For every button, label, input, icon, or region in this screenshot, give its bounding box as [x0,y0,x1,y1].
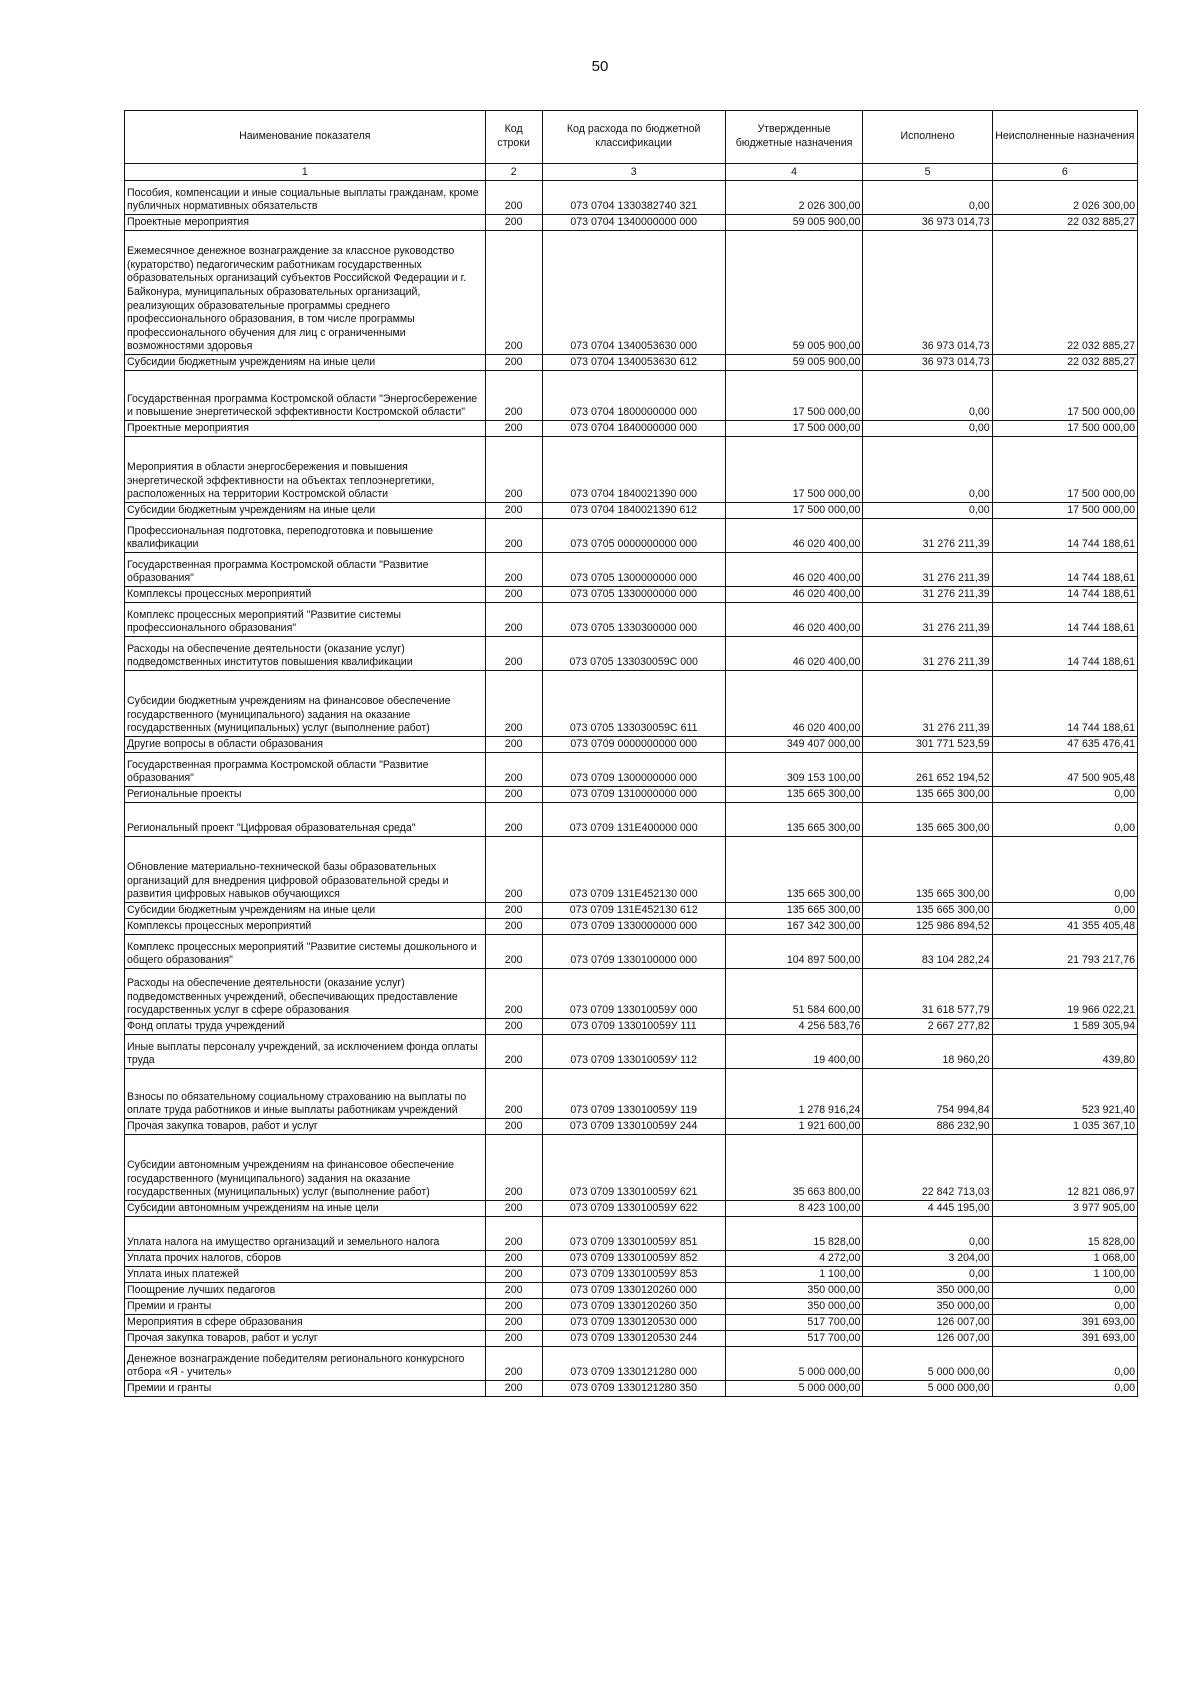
approved-amount: 59 005 900,00 [725,215,863,231]
table-row [125,753,1138,787]
column-number: 4 [725,164,863,181]
unexecuted-amount: 523 921,40 [992,1069,1137,1119]
unexecuted-amount: 19 966 022,21 [992,969,1137,1019]
budget-code: 073 0709 133010059У 853 [542,1267,725,1283]
executed-amount: 31 276 211,39 [863,637,992,671]
line-code: 200 [485,1299,542,1315]
approved-amount: 35 663 800,00 [725,1135,863,1201]
executed-amount: 754 994,84 [863,1069,992,1119]
approved-amount: 350 000,00 [725,1283,863,1299]
line-code: 200 [485,787,542,803]
indicator-name: Поощрение лучших педагогов [125,1283,486,1299]
line-code: 200 [485,1019,542,1035]
indicator-name: Региональный проект "Цифровая образовательная среда" [125,803,486,837]
executed-amount: 5 000 000,00 [863,1347,992,1381]
budget-code: 073 0709 1300000000 000 [542,753,725,787]
approved-amount: 46 020 400,00 [725,519,863,553]
executed-amount: 0,00 [863,1267,992,1283]
approved-amount: 309 153 100,00 [725,753,863,787]
budget-code: 073 0705 1330300000 000 [542,603,725,637]
executed-amount: 125 986 894,52 [863,919,992,935]
line-code: 200 [485,1217,542,1251]
unexecuted-amount: 17 500 000,00 [992,371,1137,421]
unexecuted-amount: 21 793 217,76 [992,935,1137,969]
indicator-name: Комплекс процессных мероприятий "Развитие системы дошкольного и общего образования" [125,935,486,969]
indicator-name: Премии и гранты [125,1299,486,1315]
executed-amount: 36 973 014,73 [863,231,992,355]
executed-amount: 350 000,00 [863,1299,992,1315]
budget-code: 073 0709 1330120260 000 [542,1283,725,1299]
line-code: 200 [485,587,542,603]
line-code: 200 [485,969,542,1019]
budget-code: 073 0705 133030059С 000 [542,637,725,671]
table-row [125,1299,1138,1315]
indicator-name: Региональные проекты [125,787,486,803]
approved-amount: 350 000,00 [725,1299,863,1315]
line-code: 200 [485,935,542,969]
table-row [125,587,1138,603]
unexecuted-amount: 17 500 000,00 [992,503,1137,519]
approved-amount: 5 000 000,00 [725,1347,863,1381]
budget-code: 073 0709 1330120530 244 [542,1331,725,1347]
approved-amount: 135 665 300,00 [725,787,863,803]
indicator-name: Государственная программа Костромской области "Развитие образования" [125,753,486,787]
unexecuted-amount: 14 744 188,61 [992,519,1137,553]
indicator-name: Государственная программа Костромской области "Развитие образования" [125,553,486,587]
executed-amount: 4 445 195,00 [863,1201,992,1217]
approved-amount: 19 400,00 [725,1035,863,1069]
table-row [125,919,1138,935]
table-row [125,1119,1138,1135]
budget-code: 073 0709 133010059У 112 [542,1035,725,1069]
budget-code: 073 0704 1330382740 321 [542,181,725,215]
indicator-name: Прочая закупка товаров, работ и услуг [125,1119,486,1135]
unexecuted-amount: 0,00 [992,1381,1137,1397]
unexecuted-amount: 15 828,00 [992,1217,1137,1251]
executed-amount: 126 007,00 [863,1331,992,1347]
table-row [125,553,1138,587]
table-row [125,803,1138,837]
executed-amount: 135 665 300,00 [863,803,992,837]
line-code: 200 [485,519,542,553]
budget-code: 073 0704 1840021390 612 [542,503,725,519]
unexecuted-amount: 1 100,00 [992,1267,1137,1283]
table-row [125,1347,1138,1381]
unexecuted-amount: 17 500 000,00 [992,437,1137,503]
budget-code: 073 0709 133010059У 000 [542,969,725,1019]
line-code: 200 [485,753,542,787]
unexecuted-amount: 22 032 885,27 [992,355,1137,371]
unexecuted-amount: 14 744 188,61 [992,587,1137,603]
line-code: 200 [485,1267,542,1283]
column-number: 3 [542,164,725,181]
unexecuted-amount: 22 032 885,27 [992,215,1137,231]
approved-amount: 167 342 300,00 [725,919,863,935]
indicator-name: Субсидии бюджетным учреждениям на иные цели [125,355,486,371]
table-row [125,231,1138,355]
executed-amount: 350 000,00 [863,1283,992,1299]
budget-code: 073 0709 1330120530 000 [542,1315,725,1331]
approved-amount: 46 020 400,00 [725,587,863,603]
budget-code: 073 0709 1330121280 350 [542,1381,725,1397]
budget-code: 073 0704 1840000000 000 [542,421,725,437]
table-row [125,519,1138,553]
executed-amount: 3 204,00 [863,1251,992,1267]
unexecuted-amount: 47 635 476,41 [992,737,1137,753]
page-number: 50 [591,58,609,75]
header-budget-code: Код расхода по бюджетной классификации [542,111,725,164]
line-code: 200 [485,215,542,231]
line-code: 200 [485,837,542,903]
budget-code: 073 0704 1800000000 000 [542,371,725,421]
table-row [125,1069,1138,1119]
line-code: 200 [485,437,542,503]
approved-amount: 135 665 300,00 [725,837,863,903]
indicator-name: Проектные мероприятия [125,215,486,231]
executed-amount: 0,00 [863,421,992,437]
indicator-name: Комплексы процессных мероприятий [125,919,486,935]
unexecuted-amount: 0,00 [992,1283,1137,1299]
executed-amount: 2 667 277,82 [863,1019,992,1035]
table-row [125,1019,1138,1035]
table-row [125,1035,1138,1069]
line-code: 200 [485,1315,542,1331]
line-code: 200 [485,371,542,421]
indicator-name: Денежное вознаграждение победителям регионального конкурсного отбора «Я - учитель» [125,1347,486,1381]
table-row [125,1251,1138,1267]
budget-code: 073 0704 1340053630 612 [542,355,725,371]
unexecuted-amount: 2 026 300,00 [992,181,1137,215]
line-code: 200 [485,1201,542,1217]
table-row [125,1201,1138,1217]
indicator-name: Уплата иных платежей [125,1267,486,1283]
table-row [125,903,1138,919]
approved-amount: 8 423 100,00 [725,1201,863,1217]
table-row [125,1381,1138,1397]
line-code: 200 [485,603,542,637]
table-row [125,935,1138,969]
unexecuted-amount: 14 744 188,61 [992,553,1137,587]
budget-code: 073 0705 0000000000 000 [542,519,725,553]
budget-code: 073 0709 1310000000 000 [542,787,725,803]
line-code: 200 [485,1119,542,1135]
executed-amount: 36 973 014,73 [863,215,992,231]
unexecuted-amount: 0,00 [992,1347,1137,1381]
executed-amount: 261 652 194,52 [863,753,992,787]
table-row [125,837,1138,903]
indicator-name: Субсидии бюджетным учреждениям на иные цели [125,503,486,519]
budget-code: 073 0709 133010059У 851 [542,1217,725,1251]
budget-code: 073 0705 133030059С 611 [542,671,725,737]
line-code: 200 [485,671,542,737]
header-executed: Исполнено [863,111,992,164]
unexecuted-amount: 14 744 188,61 [992,637,1137,671]
budget-code: 073 0709 1330120260 350 [542,1299,725,1315]
indicator-name: Проектные мероприятия [125,421,486,437]
approved-amount: 46 020 400,00 [725,637,863,671]
indicator-name: Ежемесячное денежное вознаграждение за классное руководство (кураторство) педагогическим работникам государственных образовательных организаций субъектов Российской Федерации и г. Байконура, муниципальных образовательных организаций, реализующих образовательные программы среднего профессионального образования, в том числе программы профессионального обучения для лиц с ограниченными возможностями здоровья [125,231,486,355]
unexecuted-amount: 0,00 [992,903,1137,919]
indicator-name: Субсидии бюджетным учреждениям на иные цели [125,903,486,919]
line-code: 200 [485,1035,542,1069]
line-code: 200 [485,637,542,671]
approved-amount: 135 665 300,00 [725,903,863,919]
indicator-name: Комплексы процессных мероприятий [125,587,486,603]
unexecuted-amount: 1 035 367,10 [992,1119,1137,1135]
line-code: 200 [485,803,542,837]
line-code: 200 [485,231,542,355]
line-code: 200 [485,1135,542,1201]
approved-amount: 4 256 583,76 [725,1019,863,1035]
line-code: 200 [485,181,542,215]
table-row [125,215,1138,231]
budget-code: 073 0709 1330000000 000 [542,919,725,935]
approved-amount: 104 897 500,00 [725,935,863,969]
indicator-name: Субсидии бюджетным учреждениям на финансовое обеспечение государственного (муниципального) задания на оказание государственных (муниципальных) услуг (выполнение работ) [125,671,486,737]
table-row [125,503,1138,519]
executed-amount: 31 276 211,39 [863,603,992,637]
approved-amount: 46 020 400,00 [725,671,863,737]
indicator-name: Расходы на обеспечение деятельности (оказание услуг) подведомственных институтов повышения квалификации [125,637,486,671]
unexecuted-amount: 0,00 [992,1299,1137,1315]
executed-amount: 18 960,20 [863,1035,992,1069]
indicator-name: Уплата прочих налогов, сборов [125,1251,486,1267]
line-code: 200 [485,1251,542,1267]
line-code: 200 [485,1347,542,1381]
line-code: 200 [485,1069,542,1119]
budget-code: 073 0704 1340053630 000 [542,231,725,355]
indicator-name: Профессиональная подготовка, переподготовка и повышение квалификации [125,519,486,553]
executed-amount: 31 276 211,39 [863,553,992,587]
table-row [125,1331,1138,1347]
table-row [125,671,1138,737]
budget-code: 073 0709 133010059У 621 [542,1135,725,1201]
column-number: 1 [125,164,486,181]
budget-code: 073 0709 133010059У 111 [542,1019,725,1035]
executed-amount: 135 665 300,00 [863,787,992,803]
table-row [125,1267,1138,1283]
indicator-name: Другие вопросы в области образования [125,737,486,753]
approved-amount: 59 005 900,00 [725,231,863,355]
approved-amount: 46 020 400,00 [725,603,863,637]
table-row [125,421,1138,437]
indicator-name: Уплата налога на имущество организаций и земельного налога [125,1217,486,1251]
approved-amount: 17 500 000,00 [725,437,863,503]
budget-code: 073 0709 131Е452130 000 [542,837,725,903]
budget-code: 073 0709 131Е400000 000 [542,803,725,837]
indicator-name: Обновление материально-технической базы образовательных организаций для внедрения цифровой образовательной среды и развития цифровых навыков обучающихся [125,837,486,903]
unexecuted-amount: 12 821 086,97 [992,1135,1137,1201]
unexecuted-amount: 14 744 188,61 [992,603,1137,637]
approved-amount: 349 407 000,00 [725,737,863,753]
executed-amount: 0,00 [863,437,992,503]
budget-code: 073 0709 133010059У 622 [542,1201,725,1217]
executed-amount: 886 232,90 [863,1119,992,1135]
unexecuted-amount: 391 693,00 [992,1331,1137,1347]
budget-code: 073 0709 1330121280 000 [542,1347,725,1381]
budget-code: 073 0704 1840021390 000 [542,437,725,503]
executed-amount: 0,00 [863,1217,992,1251]
executed-amount: 135 665 300,00 [863,837,992,903]
budget-code: 073 0709 0000000000 000 [542,737,725,753]
unexecuted-amount: 0,00 [992,803,1137,837]
executed-amount: 31 618 577,79 [863,969,992,1019]
executed-amount: 83 104 282,24 [863,935,992,969]
table-body [125,181,1138,1397]
budget-code: 073 0705 1330000000 000 [542,587,725,603]
indicator-name: Мероприятия в области энергосбережения и повышения энергетической эффективности на объектах теплоэнергетики, расположенных на территории Костромской области [125,437,486,503]
executed-amount: 31 276 211,39 [863,587,992,603]
unexecuted-amount: 0,00 [992,787,1137,803]
table-row [125,787,1138,803]
table-row [125,371,1138,421]
executed-amount: 0,00 [863,181,992,215]
budget-code: 073 0709 133010059У 119 [542,1069,725,1119]
budget-code: 073 0709 133010059У 244 [542,1119,725,1135]
table-row [125,1283,1138,1299]
approved-amount: 1 921 600,00 [725,1119,863,1135]
table-row [125,181,1138,215]
column-number: 6 [992,164,1137,181]
unexecuted-amount: 22 032 885,27 [992,231,1137,355]
indicator-name: Фонд оплаты труда учреждений [125,1019,486,1035]
executed-amount: 135 665 300,00 [863,903,992,919]
approved-amount: 1 100,00 [725,1267,863,1283]
executed-amount: 301 771 523,59 [863,737,992,753]
approved-amount: 517 700,00 [725,1331,863,1347]
budget-code: 073 0704 1340000000 000 [542,215,725,231]
unexecuted-amount: 14 744 188,61 [992,671,1137,737]
indicator-name: Пособия, компенсации и иные социальные выплаты гражданам, кроме публичных нормативных обязательств [125,181,486,215]
budget-code: 073 0709 131Е452130 612 [542,903,725,919]
unexecuted-amount: 1 589 305,94 [992,1019,1137,1035]
header-indicator-name: Наименование показателя [125,111,486,164]
executed-amount: 22 842 713,03 [863,1135,992,1201]
unexecuted-amount: 1 068,00 [992,1251,1137,1267]
executed-amount: 31 276 211,39 [863,519,992,553]
unexecuted-amount: 17 500 000,00 [992,421,1137,437]
table-row [125,1315,1138,1331]
budget-code: 073 0705 1300000000 000 [542,553,725,587]
unexecuted-amount: 0,00 [992,837,1137,903]
approved-amount: 17 500 000,00 [725,503,863,519]
budget-code: 073 0709 133010059У 852 [542,1251,725,1267]
executed-amount: 126 007,00 [863,1315,992,1331]
approved-amount: 15 828,00 [725,1217,863,1251]
line-code: 200 [485,737,542,753]
approved-amount: 17 500 000,00 [725,421,863,437]
indicator-name: Субсидии автономным учреждениям на иные цели [125,1201,486,1217]
table-row [125,737,1138,753]
table-row [125,969,1138,1019]
executed-amount: 0,00 [863,371,992,421]
header-unexecuted: Неисполненные назначения [992,111,1137,164]
table-row [125,355,1138,371]
approved-amount: 2 026 300,00 [725,181,863,215]
line-code: 200 [485,355,542,371]
approved-amount: 4 272,00 [725,1251,863,1267]
budget-code: 073 0709 1330100000 000 [542,935,725,969]
header-line-code: Код строки [485,111,542,164]
approved-amount: 135 665 300,00 [725,803,863,837]
approved-amount: 1 278 916,24 [725,1069,863,1119]
table-row [125,1217,1138,1251]
unexecuted-amount: 47 500 905,48 [992,753,1137,787]
table-row [125,603,1138,637]
line-code: 200 [485,903,542,919]
column-number: 5 [863,164,992,181]
line-code: 200 [485,1381,542,1397]
approved-amount: 46 020 400,00 [725,553,863,587]
approved-amount: 17 500 000,00 [725,371,863,421]
budget-execution-table [124,110,1138,1397]
approved-amount: 517 700,00 [725,1315,863,1331]
indicator-name: Государственная программа Костромской области "Энергосбережение и повышение энергетической эффективности Костромской области" [125,371,486,421]
unexecuted-amount: 391 693,00 [992,1315,1137,1331]
line-code: 200 [485,919,542,935]
approved-amount: 51 584 600,00 [725,969,863,1019]
executed-amount: 0,00 [863,503,992,519]
header-row [125,111,1138,164]
indicator-name: Комплекс процессных мероприятий "Развитие системы профессионального образования" [125,603,486,637]
line-code: 200 [485,503,542,519]
line-code: 200 [485,553,542,587]
indicator-name: Иные выплаты персоналу учреждений, за исключением фонда оплаты труда [125,1035,486,1069]
unexecuted-amount: 41 355 405,48 [992,919,1137,935]
line-code: 200 [485,421,542,437]
column-number: 2 [485,164,542,181]
table-row [125,437,1138,503]
header-approved: Утвержденные бюджетные назначения [725,111,863,164]
column-number-row [125,164,1138,181]
indicator-name: Премии и гранты [125,1381,486,1397]
executed-amount: 31 276 211,39 [863,671,992,737]
line-code: 200 [485,1283,542,1299]
indicator-name: Субсидии автономным учреждениям на финансовое обеспечение государственного (муниципального) задания на оказание государственных (муниципальных) услуг (выполнение работ) [125,1135,486,1201]
table-row [125,637,1138,671]
approved-amount: 59 005 900,00 [725,355,863,371]
indicator-name: Взносы по обязательному социальному страхованию на выплаты по оплате труда работников и иные выплаты работникам учреждений [125,1069,486,1119]
executed-amount: 36 973 014,73 [863,355,992,371]
indicator-name: Прочая закупка товаров, работ и услуг [125,1331,486,1347]
table-row [125,1135,1138,1201]
approved-amount: 5 000 000,00 [725,1381,863,1397]
indicator-name: Расходы на обеспечение деятельности (оказание услуг) подведомственных учреждений, обеспечивающих предоставление государственных услуг в сфере образования [125,969,486,1019]
indicator-name: Мероприятия в сфере образования [125,1315,486,1331]
unexecuted-amount: 439,80 [992,1035,1137,1069]
line-code: 200 [485,1331,542,1347]
unexecuted-amount: 3 977 905,00 [992,1201,1137,1217]
executed-amount: 5 000 000,00 [863,1381,992,1397]
